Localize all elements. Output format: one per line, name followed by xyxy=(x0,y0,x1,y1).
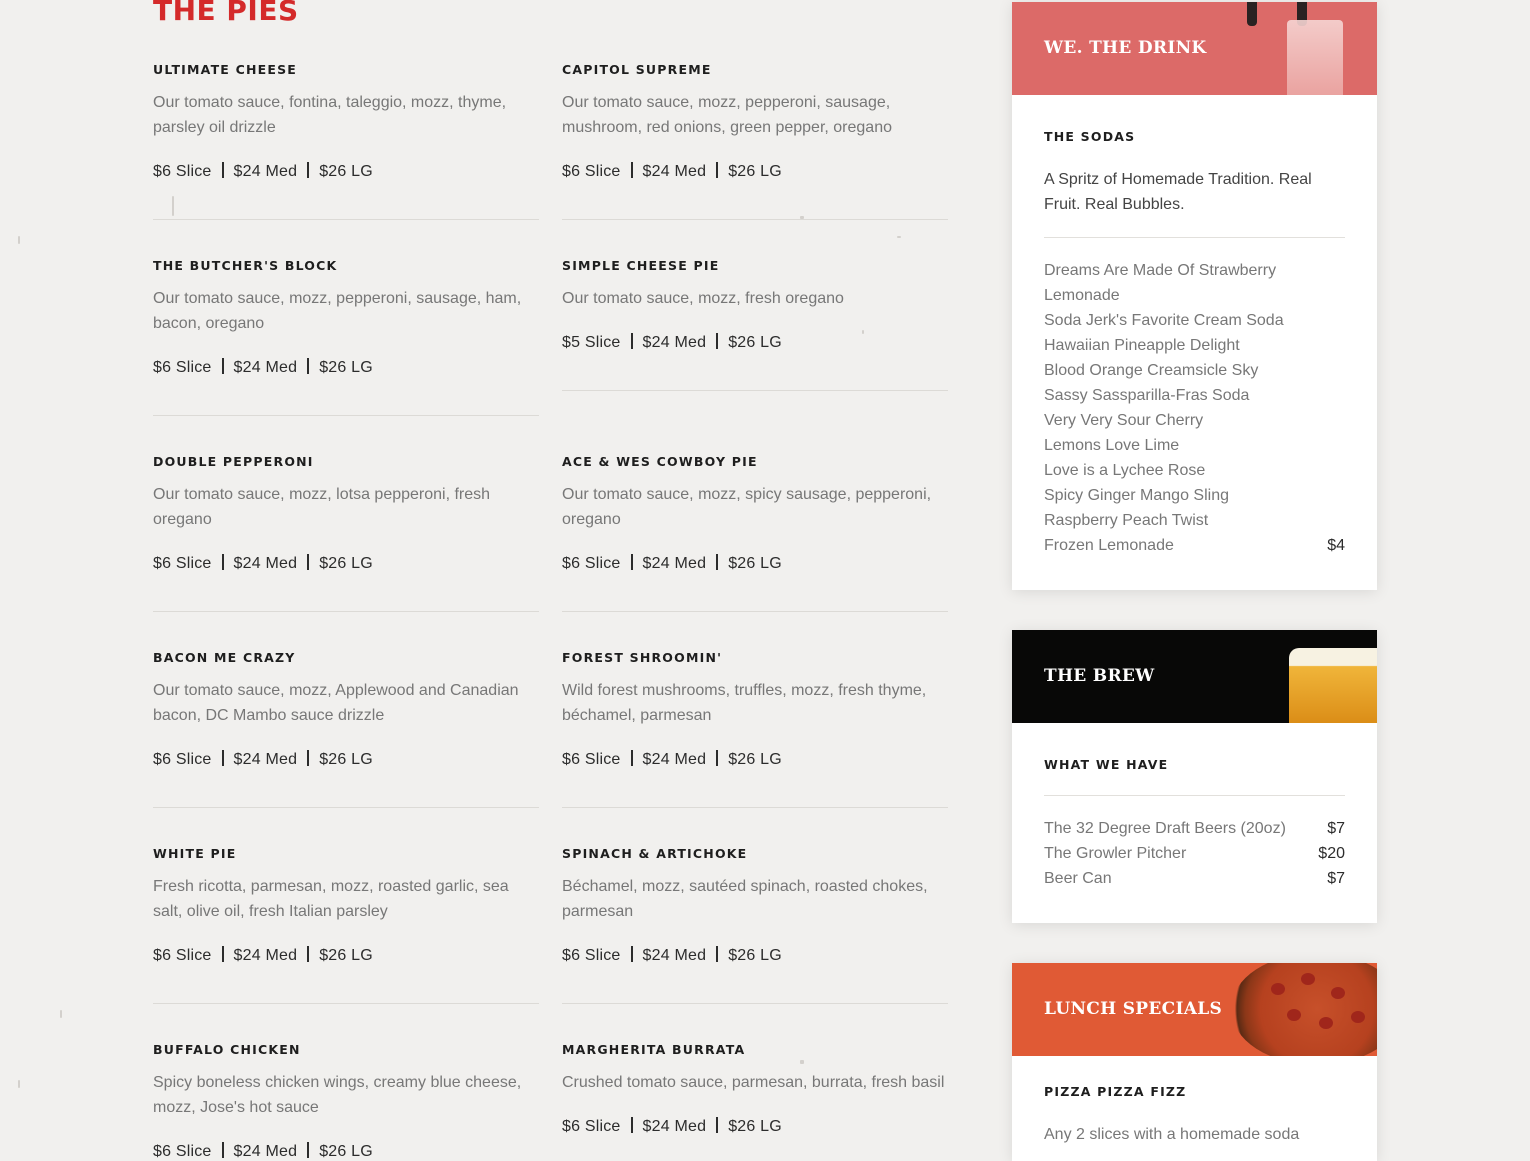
item-name: Beer Can xyxy=(1044,870,1112,887)
price-large: $26 LG xyxy=(728,751,782,768)
menu-item-name: THE BUTCHER'S BLOCK xyxy=(153,258,338,273)
texture-speck xyxy=(18,1080,20,1088)
price-medium: $24 Med xyxy=(642,947,707,964)
menu-item-name: ACE & WES COWBOY PIE xyxy=(562,454,758,469)
beer-glass-icon xyxy=(1289,648,1377,723)
price-large: $26 LG xyxy=(728,555,782,572)
item-name: Love is a Lychee Rose xyxy=(1044,462,1206,479)
list-item xyxy=(1044,841,1345,866)
drink-banner-title: WE. THE DRINK xyxy=(1044,38,1207,58)
price-medium: $24 Med xyxy=(233,947,298,964)
menu-item-prices xyxy=(153,750,373,769)
menu-item-prices xyxy=(562,554,782,573)
divider xyxy=(562,807,948,808)
price-divider xyxy=(631,162,633,178)
price-medium: $24 Med xyxy=(642,751,707,768)
item-price: $7 xyxy=(1327,820,1345,837)
list-item xyxy=(1044,308,1345,333)
menu-item-name: MARGHERITA BURRATA xyxy=(562,1042,746,1057)
price-large: $26 LG xyxy=(319,751,373,768)
price-slice: $6 Slice xyxy=(153,751,212,768)
price-medium: $24 Med xyxy=(642,334,707,351)
menu-item-prices xyxy=(153,162,373,181)
menu-item-prices xyxy=(153,554,373,573)
menu-item-name: FOREST SHROOMIN' xyxy=(562,650,723,665)
menu-item-description: Our tomato sauce, mozz, spicy sausage, pepperoni, oregano xyxy=(562,486,932,528)
price-slice: $6 Slice xyxy=(562,751,621,768)
price-divider xyxy=(222,750,224,766)
item-price: $7 xyxy=(1327,870,1345,887)
item-name: The 32 Degree Draft Beers (20oz) xyxy=(1044,820,1286,837)
soda-list xyxy=(1044,258,1345,558)
divider xyxy=(1044,795,1345,796)
pepperoni-shape xyxy=(1331,987,1345,999)
drink-card xyxy=(1012,2,1377,590)
price-slice: $6 Slice xyxy=(153,359,212,376)
menu-item-prices xyxy=(562,162,782,181)
brew-card xyxy=(1012,630,1377,923)
drink-subtitle: THE SODAS xyxy=(1044,129,1136,144)
menu-item-description: Our tomato sauce, fontina, taleggio, mozz, thyme, parsley oil drizzle xyxy=(153,94,507,136)
price-large: $26 LG xyxy=(319,555,373,572)
price-divider xyxy=(307,554,309,570)
price-slice: $5 Slice xyxy=(562,334,621,351)
price-divider xyxy=(716,1117,718,1133)
item-name: Sassy Sassparilla-Fras Soda xyxy=(1044,387,1250,404)
menu-item-description: Our tomato sauce, mozz, pepperoni, sausage, mushroom, red onions, green pepper, oregano xyxy=(562,94,892,136)
price-slice: $6 Slice xyxy=(153,555,212,572)
menu-item-prices xyxy=(153,358,373,377)
brew-banner xyxy=(1012,630,1377,723)
list-item xyxy=(1044,508,1345,533)
price-divider xyxy=(307,946,309,962)
texture-speck xyxy=(60,1010,62,1018)
price-slice: $6 Slice xyxy=(153,1143,212,1160)
list-item xyxy=(1044,358,1345,383)
menu-item-prices xyxy=(153,1142,373,1161)
item-price: $4 xyxy=(1327,537,1345,554)
item-name: Raspberry Peach Twist xyxy=(1044,512,1209,529)
price-divider xyxy=(631,554,633,570)
list-item xyxy=(1044,333,1345,358)
texture-speck xyxy=(862,330,864,334)
menu-item-name: BACON ME CRAZY xyxy=(153,650,296,665)
price-slice: $6 Slice xyxy=(153,163,212,180)
price-divider xyxy=(307,1142,309,1158)
lunch-banner xyxy=(1012,963,1377,1056)
price-divider xyxy=(716,333,718,349)
item-price: $20 xyxy=(1318,845,1345,862)
price-medium: $24 Med xyxy=(233,359,298,376)
section-title: THE PIES xyxy=(153,0,299,27)
brew-subtitle: WHAT WE HAVE xyxy=(1044,757,1169,772)
drink-tagline: A Spritz of Homemade Tradition. Real Fruit. Real Bubbles. xyxy=(1044,171,1312,213)
menu-item-name: ULTIMATE CHEESE xyxy=(153,62,298,77)
price-large: $26 LG xyxy=(319,1143,373,1160)
menu-item-description: Wild forest mushrooms, truffles, mozz, fresh thyme, béchamel, parmesan xyxy=(562,682,927,724)
item-name: Dreams Are Made Of Strawberry Lemonade xyxy=(1044,262,1277,304)
price-large: $26 LG xyxy=(728,947,782,964)
price-large: $26 LG xyxy=(728,163,782,180)
pepperoni-shape xyxy=(1271,983,1285,995)
lunch-banner-title: LUNCH SPECIALS xyxy=(1044,999,1223,1019)
price-divider xyxy=(631,1117,633,1133)
list-item xyxy=(1044,866,1345,891)
price-medium: $24 Med xyxy=(233,1143,298,1160)
lunch-tagline: Any 2 slices with a homemade soda xyxy=(1044,1126,1300,1143)
divider xyxy=(1044,237,1345,238)
price-slice: $6 Slice xyxy=(562,947,621,964)
item-name: Spicy Ginger Mango Sling xyxy=(1044,487,1229,504)
list-item xyxy=(1044,433,1345,458)
price-divider xyxy=(307,358,309,374)
list-item xyxy=(1044,258,1345,308)
price-medium: $24 Med xyxy=(233,555,298,572)
divider xyxy=(153,611,539,612)
pepperoni-shape xyxy=(1319,1017,1333,1029)
menu-item-name: BUFFALO CHICKEN xyxy=(153,1042,301,1057)
price-large: $26 LG xyxy=(728,1118,782,1135)
price-large: $26 LG xyxy=(728,334,782,351)
menu-item-name: WHITE PIE xyxy=(153,846,237,861)
brew-banner-title: THE BREW xyxy=(1044,666,1155,686)
menu-item-prices xyxy=(562,750,782,769)
texture-speck xyxy=(18,236,20,244)
texture-speck xyxy=(172,196,174,216)
menu-item-description: Our tomato sauce, mozz, fresh oregano xyxy=(562,290,844,307)
list-item xyxy=(1044,816,1345,841)
divider xyxy=(562,1003,948,1004)
item-name: Hawaiian Pineapple Delight xyxy=(1044,337,1240,354)
drink-banner xyxy=(1012,2,1377,95)
price-divider xyxy=(222,1142,224,1158)
price-divider xyxy=(716,554,718,570)
menu-item-description: Fresh ricotta, parmesan, mozz, roasted garlic, sea salt, olive oil, fresh Italian parsley xyxy=(153,878,509,920)
price-divider xyxy=(631,750,633,766)
divider xyxy=(153,807,539,808)
item-name: Blood Orange Creamsicle Sky xyxy=(1044,362,1259,379)
price-divider xyxy=(716,162,718,178)
price-slice: $6 Slice xyxy=(153,947,212,964)
menu-item-prices xyxy=(153,946,373,965)
price-divider xyxy=(307,750,309,766)
menu-item-prices xyxy=(562,1117,782,1136)
glass-icon xyxy=(1287,20,1343,95)
price-divider xyxy=(631,333,633,349)
item-name: The Growler Pitcher xyxy=(1044,845,1187,862)
item-name: Lemons Love Lime xyxy=(1044,437,1180,454)
price-divider xyxy=(631,946,633,962)
divider xyxy=(562,390,948,391)
price-large: $26 LG xyxy=(319,359,373,376)
item-name: Frozen Lemonade xyxy=(1044,537,1174,554)
list-item xyxy=(1044,483,1345,508)
price-divider xyxy=(222,554,224,570)
divider xyxy=(153,1003,539,1004)
menu-item-description: Our tomato sauce, mozz, Applewood and Canadian bacon, DC Mambo sauce drizzle xyxy=(153,682,519,724)
price-divider xyxy=(222,162,224,178)
price-medium: $24 Med xyxy=(233,163,298,180)
beer-list xyxy=(1044,816,1345,891)
list-item xyxy=(1044,383,1345,408)
price-medium: $24 Med xyxy=(233,751,298,768)
item-name: Soda Jerk's Favorite Cream Soda xyxy=(1044,312,1284,329)
price-divider xyxy=(222,946,224,962)
menu-item-description: Crushed tomato sauce, parmesan, burrata, fresh basil xyxy=(562,1074,945,1091)
lunch-card xyxy=(1012,963,1377,1161)
menu-item-name: CAPITOL SUPREME xyxy=(562,62,712,77)
pepperoni-shape xyxy=(1287,1009,1301,1021)
price-divider xyxy=(222,358,224,374)
divider xyxy=(153,415,539,416)
menu-item-description: Our tomato sauce, mozz, lotsa pepperoni, fresh oregano xyxy=(153,486,491,528)
price-slice: $6 Slice xyxy=(562,555,621,572)
price-medium: $24 Med xyxy=(642,555,707,572)
divider xyxy=(562,219,948,220)
menu-item-name: DOUBLE PEPPERONI xyxy=(153,454,314,469)
lunch-subtitle: PIZZA PIZZA FIZZ xyxy=(1044,1084,1187,1099)
menu-item-description: Our tomato sauce, mozz, pepperoni, sausage, ham, bacon, oregano xyxy=(153,290,522,332)
list-item xyxy=(1044,533,1345,558)
texture-speck xyxy=(897,236,901,238)
divider xyxy=(153,219,539,220)
menu-item-name: SPINACH & ARTICHOKE xyxy=(562,846,748,861)
price-divider xyxy=(716,750,718,766)
price-divider xyxy=(307,162,309,178)
menu-item-name: SIMPLE CHEESE PIE xyxy=(562,258,720,273)
price-divider xyxy=(716,946,718,962)
menu-item-description: Béchamel, mozz, sautéed spinach, roasted chokes, parmesan xyxy=(562,878,928,920)
price-slice: $6 Slice xyxy=(562,1118,621,1135)
pepperoni-shape xyxy=(1301,973,1315,985)
price-medium: $24 Med xyxy=(642,1118,707,1135)
divider xyxy=(562,611,948,612)
list-item xyxy=(1044,458,1345,483)
pizza-icon xyxy=(1231,963,1377,1056)
item-name: Very Very Sour Cherry xyxy=(1044,412,1204,429)
price-medium: $24 Med xyxy=(642,163,707,180)
menu-item-prices xyxy=(562,946,782,965)
beer-tap-icon xyxy=(1247,2,1257,26)
list-item xyxy=(1044,408,1345,433)
texture-speck xyxy=(800,1060,804,1064)
menu-item-prices xyxy=(562,333,782,352)
price-large: $26 LG xyxy=(319,947,373,964)
price-large: $26 LG xyxy=(319,163,373,180)
price-slice: $6 Slice xyxy=(562,163,621,180)
pepperoni-shape xyxy=(1351,1011,1365,1023)
menu-item-description: Spicy boneless chicken wings, creamy blue cheese, mozz, Jose's hot sauce xyxy=(153,1074,522,1116)
